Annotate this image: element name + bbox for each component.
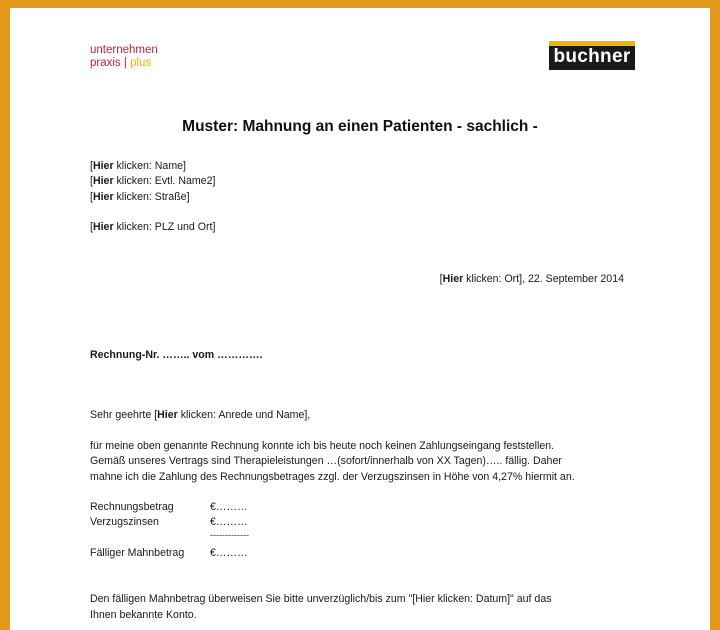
place-date-line: [Hier klicken: Ort], 22. September 2014 (439, 273, 624, 285)
amount-value-interest: €……… (210, 516, 248, 528)
body-paragraph-line: Gemäß unseres Vertrags sind Therapieleistungen …(sofort/innerhalb von XX Tagen)….. fällig. Daher (90, 455, 562, 467)
body-paragraph-line: mahne ich die Zahlung des Rechnungsbetrages zzgl. der Verzugszinsen in Höhe von 4,27% hiermit an. (90, 471, 575, 483)
logo-separator: | (123, 57, 127, 69)
amount-label-interest: Verzugszinsen (90, 516, 159, 528)
address-city: [Hier klicken: PLZ und Ort] (90, 221, 216, 233)
logo-praxis: praxis (90, 57, 121, 69)
logo-plus: plus (130, 57, 152, 69)
amount-value-invoice: €……… (210, 501, 248, 513)
salutation: Sehr geehrte [Hier klicken: Anrede und Name], (90, 409, 311, 421)
address-name: [Hier klicken: Name] (90, 160, 186, 172)
sum-rule: ------------- (210, 530, 249, 540)
amount-value-due: €……… (210, 547, 248, 559)
logo-line-1: unternehmen (90, 44, 158, 56)
document-title: Muster: Mahnung an einen Patienten - sachlich - (182, 118, 538, 135)
closing-paragraph-line: Ihnen bekannte Konto. (90, 609, 197, 621)
closing-paragraph-line: Den fälligen Mahnbetrag überweisen Sie bitte unverzüglich/bis zum "[Hier klicken: Datum]" auf das (90, 593, 552, 605)
address-street: [Hier klicken: Straße] (90, 191, 190, 203)
unternehmen-praxis-plus-logo (90, 44, 158, 70)
buchner-logo: buchner (549, 41, 635, 70)
amount-label-due: Fälliger Mahnbetrag (90, 547, 185, 559)
address-name2: [Hier klicken: Evtl. Name2] (90, 175, 216, 187)
invoice-number-line: Rechnung-Nr. …….. vom …………. (90, 349, 263, 361)
body-paragraph-line: für meine oben genannte Rechnung konnte ich bis heute noch keinen Zahlungseingang feststellen. (90, 440, 555, 452)
document-page (10, 8, 710, 630)
amount-label-invoice: Rechnungsbetrag (90, 501, 174, 513)
